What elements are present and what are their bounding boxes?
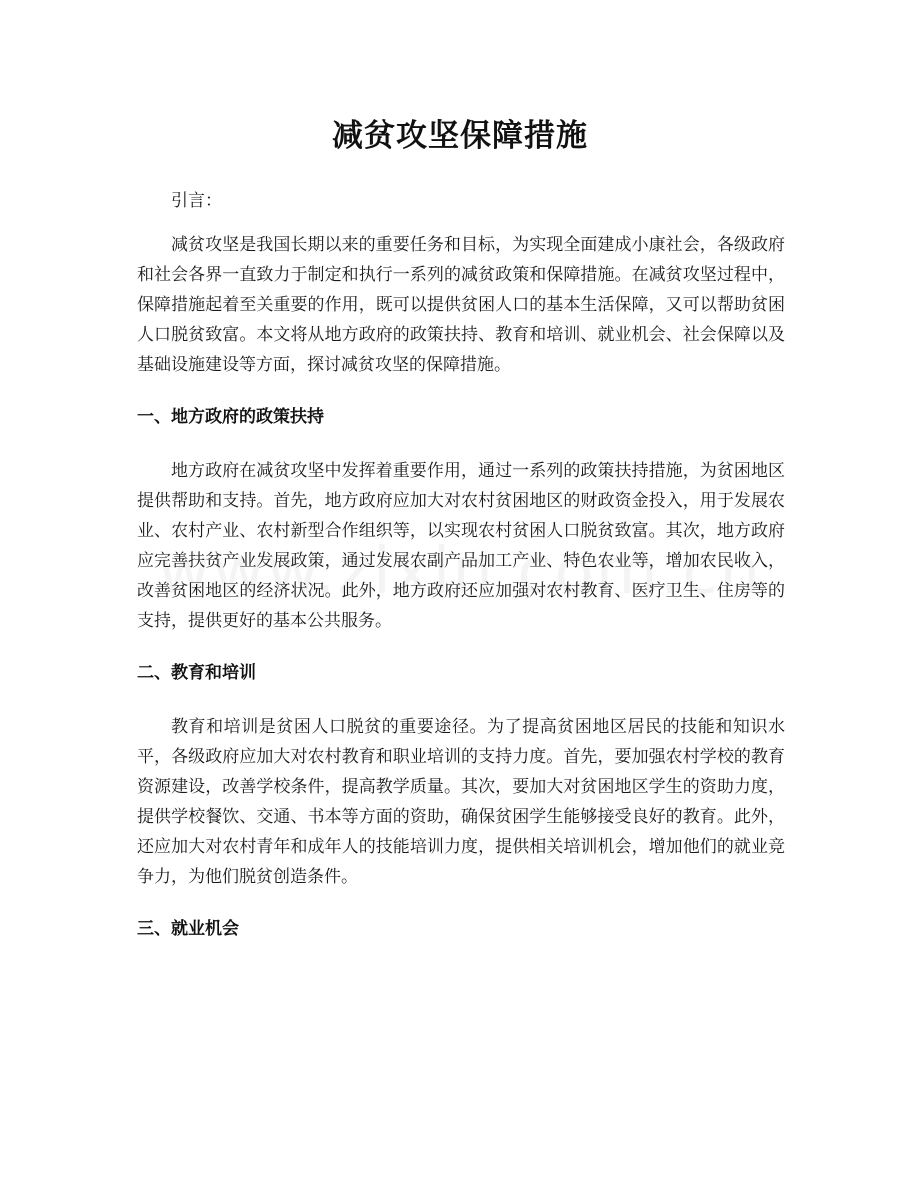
section-heading-employment: 三、就业机会 xyxy=(137,919,239,939)
intro-label: 引言： xyxy=(171,191,222,211)
document-body xyxy=(137,186,785,968)
section-text-policy-support: 地方政府在减贫攻坚中发挥着重要作用，通过一系列的政策扶持措施，为贫困地区提供帮助和支持。首先，地方政府应加大对农村贫困地区的财政资金投入，用于发展农业、农村产业、农村新型合作组织等，以实现农村贫困人口脱贫致富。其次，地方政府应完善扶贫产业发展政策，通过发展农副产品加工产业、特色农业等，增加农民收入，改善贫困地区的经济状况。此外，地方政府还应加强对农村教育、医疗卫生、住房等的支持，提供更好的基本公共服务。 xyxy=(137,461,785,631)
intro-paragraph: 减贫攻坚是我国长期以来的重要任务和目标，为实现全面建成小康社会，各级政府和社会各界一直致力于制定和执行一系列的减贫政策和保障措施。在减贫攻坚过程中，保障措施起着至关重要的作用，既可以提供贫困人口的基本生活保障，又可以帮助贫困人口脱贫致富。本文将从地方政府的政策扶持、教育和培训、就业机会、社会保障以及基础设施建设等方面，探讨减贫攻坚的保障措施。 xyxy=(137,235,785,375)
section-heading-policy-support: 一、地方政府的政策扶持 xyxy=(137,407,324,427)
section-text-education-training: 教育和培训是贫困人口脱贫的重要途径。为了提高贫困地区居民的技能和知识水平，各级政府应加大对农村教育和职业培训的支持力度。首先，要加强农村学校的教育资源建设，改善学校条件，提高教学质量。其次，要加大对贫困地区学生的资助力度，提供学校餐饮、交通、书本等方面的资助，确保贫困学生能够接受良好的教育。此外，还应加大对农村青年和成年人的技能培训力度，提供相关培训机会，增加他们的就业竞争力，为他们脱贫创造条件。 xyxy=(137,717,785,887)
document-title: 减贫攻坚保障措施 xyxy=(332,118,588,154)
section-heading-education-training: 二、教育和培训 xyxy=(137,663,256,683)
